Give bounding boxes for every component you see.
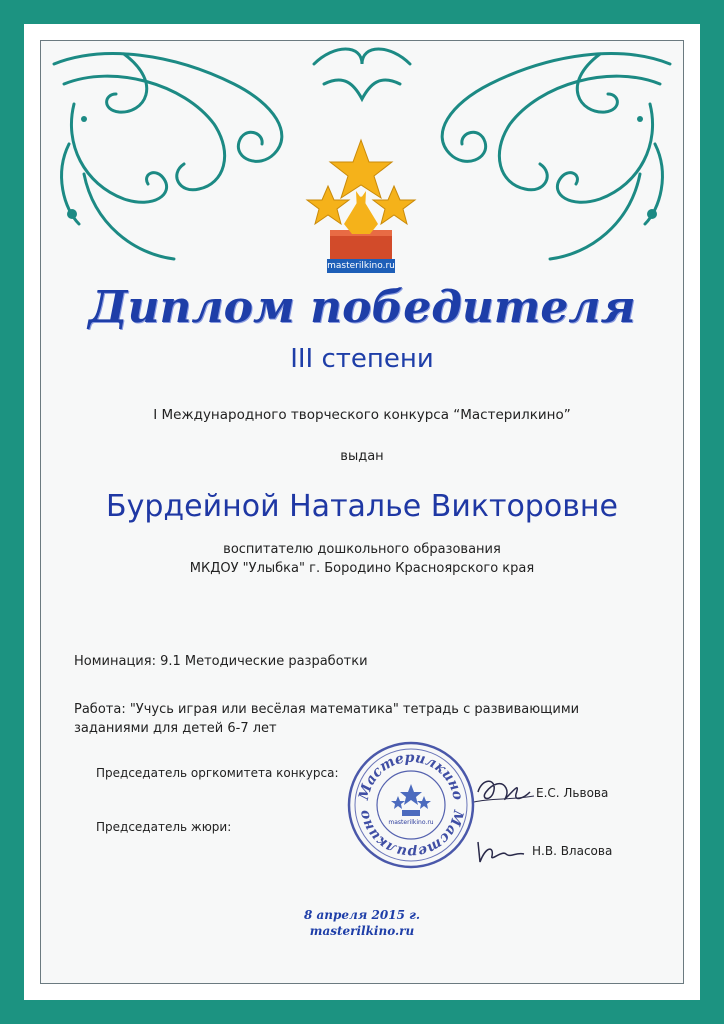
chair-org-label: Председатель оргкомитета конкурса: bbox=[96, 766, 339, 780]
diploma-title: Диплом победителя bbox=[88, 282, 636, 333]
nomination-text: Номинация: 9.1 Методические разработки bbox=[74, 654, 368, 669]
diploma-degree: III степени bbox=[290, 344, 434, 374]
stamp-site: masterilkino.ru bbox=[388, 819, 434, 826]
stamp-top-text: Мастерилкино bbox=[355, 749, 466, 802]
stamp-stars-icon bbox=[391, 784, 431, 816]
chair-jury-label: Председатель жюри: bbox=[96, 820, 232, 834]
recipient-name: Бурдейной Наталье Викторовне bbox=[106, 489, 618, 524]
signature-lvova-icon bbox=[472, 772, 536, 812]
recipient-organization: МКДОУ "Улыбка" г. Бородино Красноярского края bbox=[189, 561, 535, 576]
stamp-bottom-text: Мастерилкино bbox=[356, 808, 467, 861]
recipient-position: воспитателю дошкольного образования bbox=[223, 542, 501, 557]
chair-jury-name: Н.В. Власова bbox=[532, 844, 613, 858]
diploma-page bbox=[24, 24, 700, 1000]
footer-site: masterilkino.ru bbox=[309, 924, 415, 938]
signature-vlasova-icon bbox=[472, 836, 528, 866]
logo-label: masterilkino.ru bbox=[327, 261, 395, 271]
contest-logo bbox=[286, 136, 436, 286]
chair-org-name: Е.С. Львова bbox=[536, 786, 609, 800]
work-text: Работа: "Учусь играя или весёлая математика" тетрадь с развивающими заданиями для детей 6-7 лет bbox=[74, 702, 580, 736]
contest-name: I Международного творческого конкурса “Мастерилкино” bbox=[153, 407, 571, 423]
issued-label: выдан bbox=[340, 449, 384, 464]
stamp-seal bbox=[346, 740, 476, 870]
footer-date: 8 апреля 2015 г. bbox=[303, 908, 421, 922]
